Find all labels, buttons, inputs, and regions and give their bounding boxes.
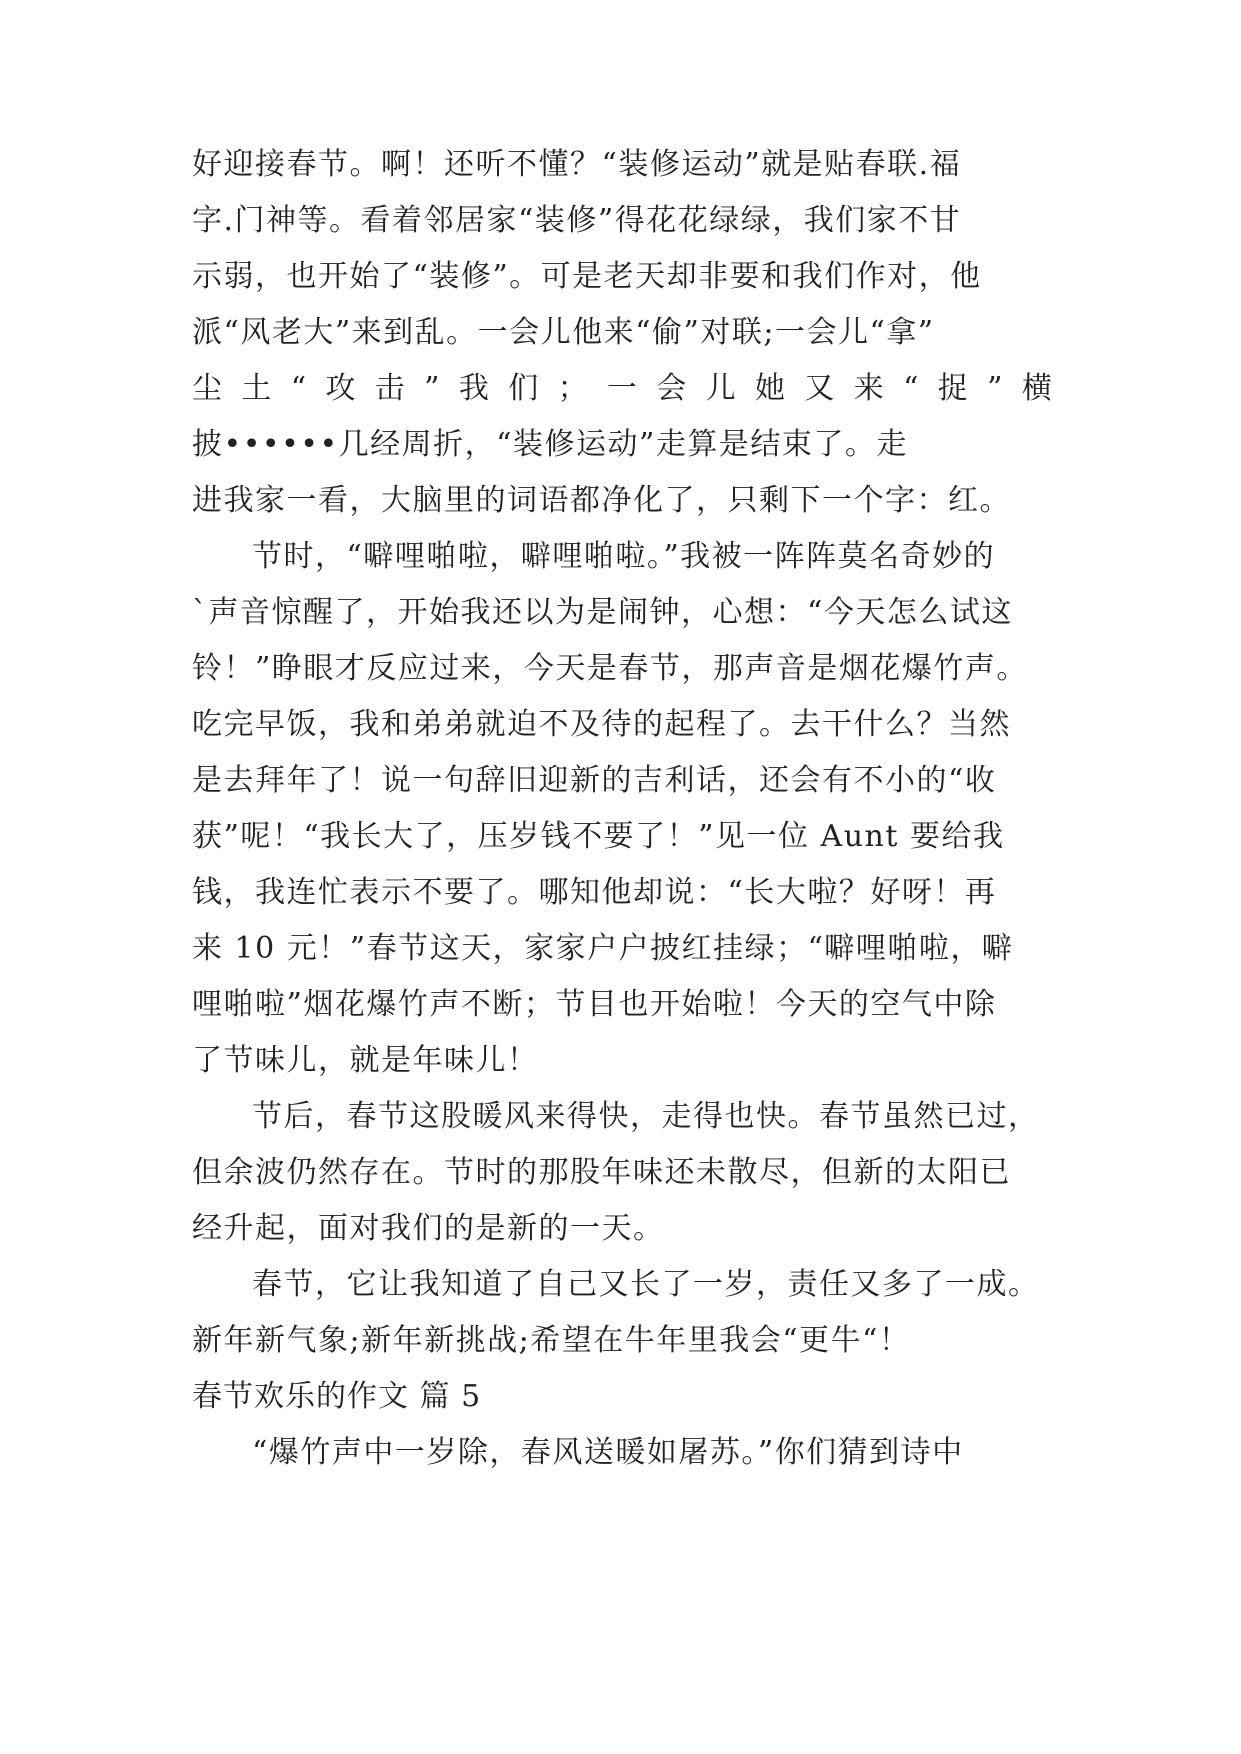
justified-char: “ — [290, 371, 307, 406]
text-line: 钱，我连忙表示不要了。哪知他却说：“长大啦？好呀！再 — [192, 875, 997, 910]
justified-char: 儿 — [705, 371, 736, 406]
justified-char: 我 — [458, 371, 489, 406]
text-line: 新年新气象;新年新挑战;希望在牛年里我会“更牛“！ — [192, 1323, 911, 1358]
justified-char: 她 — [755, 371, 785, 406]
justified-char: ； — [557, 371, 588, 406]
justified-char: 又 — [804, 371, 835, 406]
justified-char: 来 — [853, 371, 884, 406]
text-line: `声音惊醒了，开始我还以为是闹钟，心想：“今天怎么试这 — [192, 595, 1013, 630]
justified-text-line — [192, 369, 1052, 409]
text-line: 经升起，面对我们的是新的一天。 — [192, 1211, 665, 1246]
text-line: 了节味儿，就是年味儿！ — [192, 1043, 539, 1078]
paragraph-first-line: 节后，春节这股暖风来得快，走得也快。春节虽然已过， — [252, 1099, 1040, 1134]
justified-char: 会 — [656, 371, 687, 406]
justified-char: 捉 — [937, 371, 968, 406]
text-line: 披••••••几经周折，“装修运动”走算是结束了。走 — [192, 427, 908, 462]
text-line: 铃！”睁眼才反应过来，今天是春节，那声音是烟花爆竹声。 — [192, 651, 1028, 686]
text-line: 但余波仍然存在。节时的那股年味还未散尽，但新的太阳已 — [192, 1155, 1011, 1190]
text-line: 获”呢！“我长大了，压岁钱不要了！”见一位 Aunt 要给我 — [192, 819, 1005, 854]
paragraph-first-line: “爆竹声中一岁除，春风送暖如屠苏。”你们猜到诗中 — [252, 1435, 964, 1470]
paragraph-first-line: 春节，它让我知道了自己又长了一岁，责任又多了一成。 — [252, 1267, 1040, 1302]
justified-char: ” — [987, 371, 1003, 406]
text-line: 来 10 元！”春节这天，家家户户披红挂绿；“噼哩啪啦，噼 — [192, 931, 1014, 966]
justified-char: “ — [903, 371, 919, 406]
text-line: 哩啪啦”烟花爆竹声不断；节目也开始啦！今天的空气中除 — [192, 987, 997, 1022]
justified-char: 击 — [374, 371, 405, 406]
justified-char: 攻 — [325, 371, 356, 406]
justified-char: 土 — [241, 371, 272, 406]
section-heading: 春节欢乐的作文 篇 5 — [192, 1379, 482, 1414]
text-line: 派“风老大”来到乱。一会儿他来“偷”对联;一会儿“拿” — [192, 315, 935, 350]
justified-char: 尘 — [192, 371, 222, 406]
text-line: 字.门神等。看着邻居家“装修”得花花绿绿，我们家不甘 — [192, 203, 962, 238]
justified-char: 们 — [508, 371, 539, 406]
justified-char: 一 — [606, 371, 637, 406]
justified-char: ” — [424, 371, 440, 406]
text-line: 吃完早饭，我和弟弟就迫不及待的起程了。去干什么？当然 — [192, 707, 1011, 742]
text-line: 进我家一看，大脑里的词语都净化了，只剩下一个字：红。 — [192, 483, 1011, 518]
justified-char: 横 — [1021, 371, 1052, 406]
text-line: 示弱，也开始了“装修”。可是老天却非要和我们作对，他 — [192, 259, 982, 294]
text-line: 是去拜年了！说一句辞旧迎新的吉利话，还会有不小的“收 — [192, 763, 997, 798]
paragraph-first-line: 节时，“噼哩啪啦，噼哩啪啦。”我被一阵阵莫名奇妙的 — [252, 539, 996, 574]
text-line: 好迎接春节。啊！还听不懂？“装修运动”就是贴春联.福 — [192, 147, 962, 182]
